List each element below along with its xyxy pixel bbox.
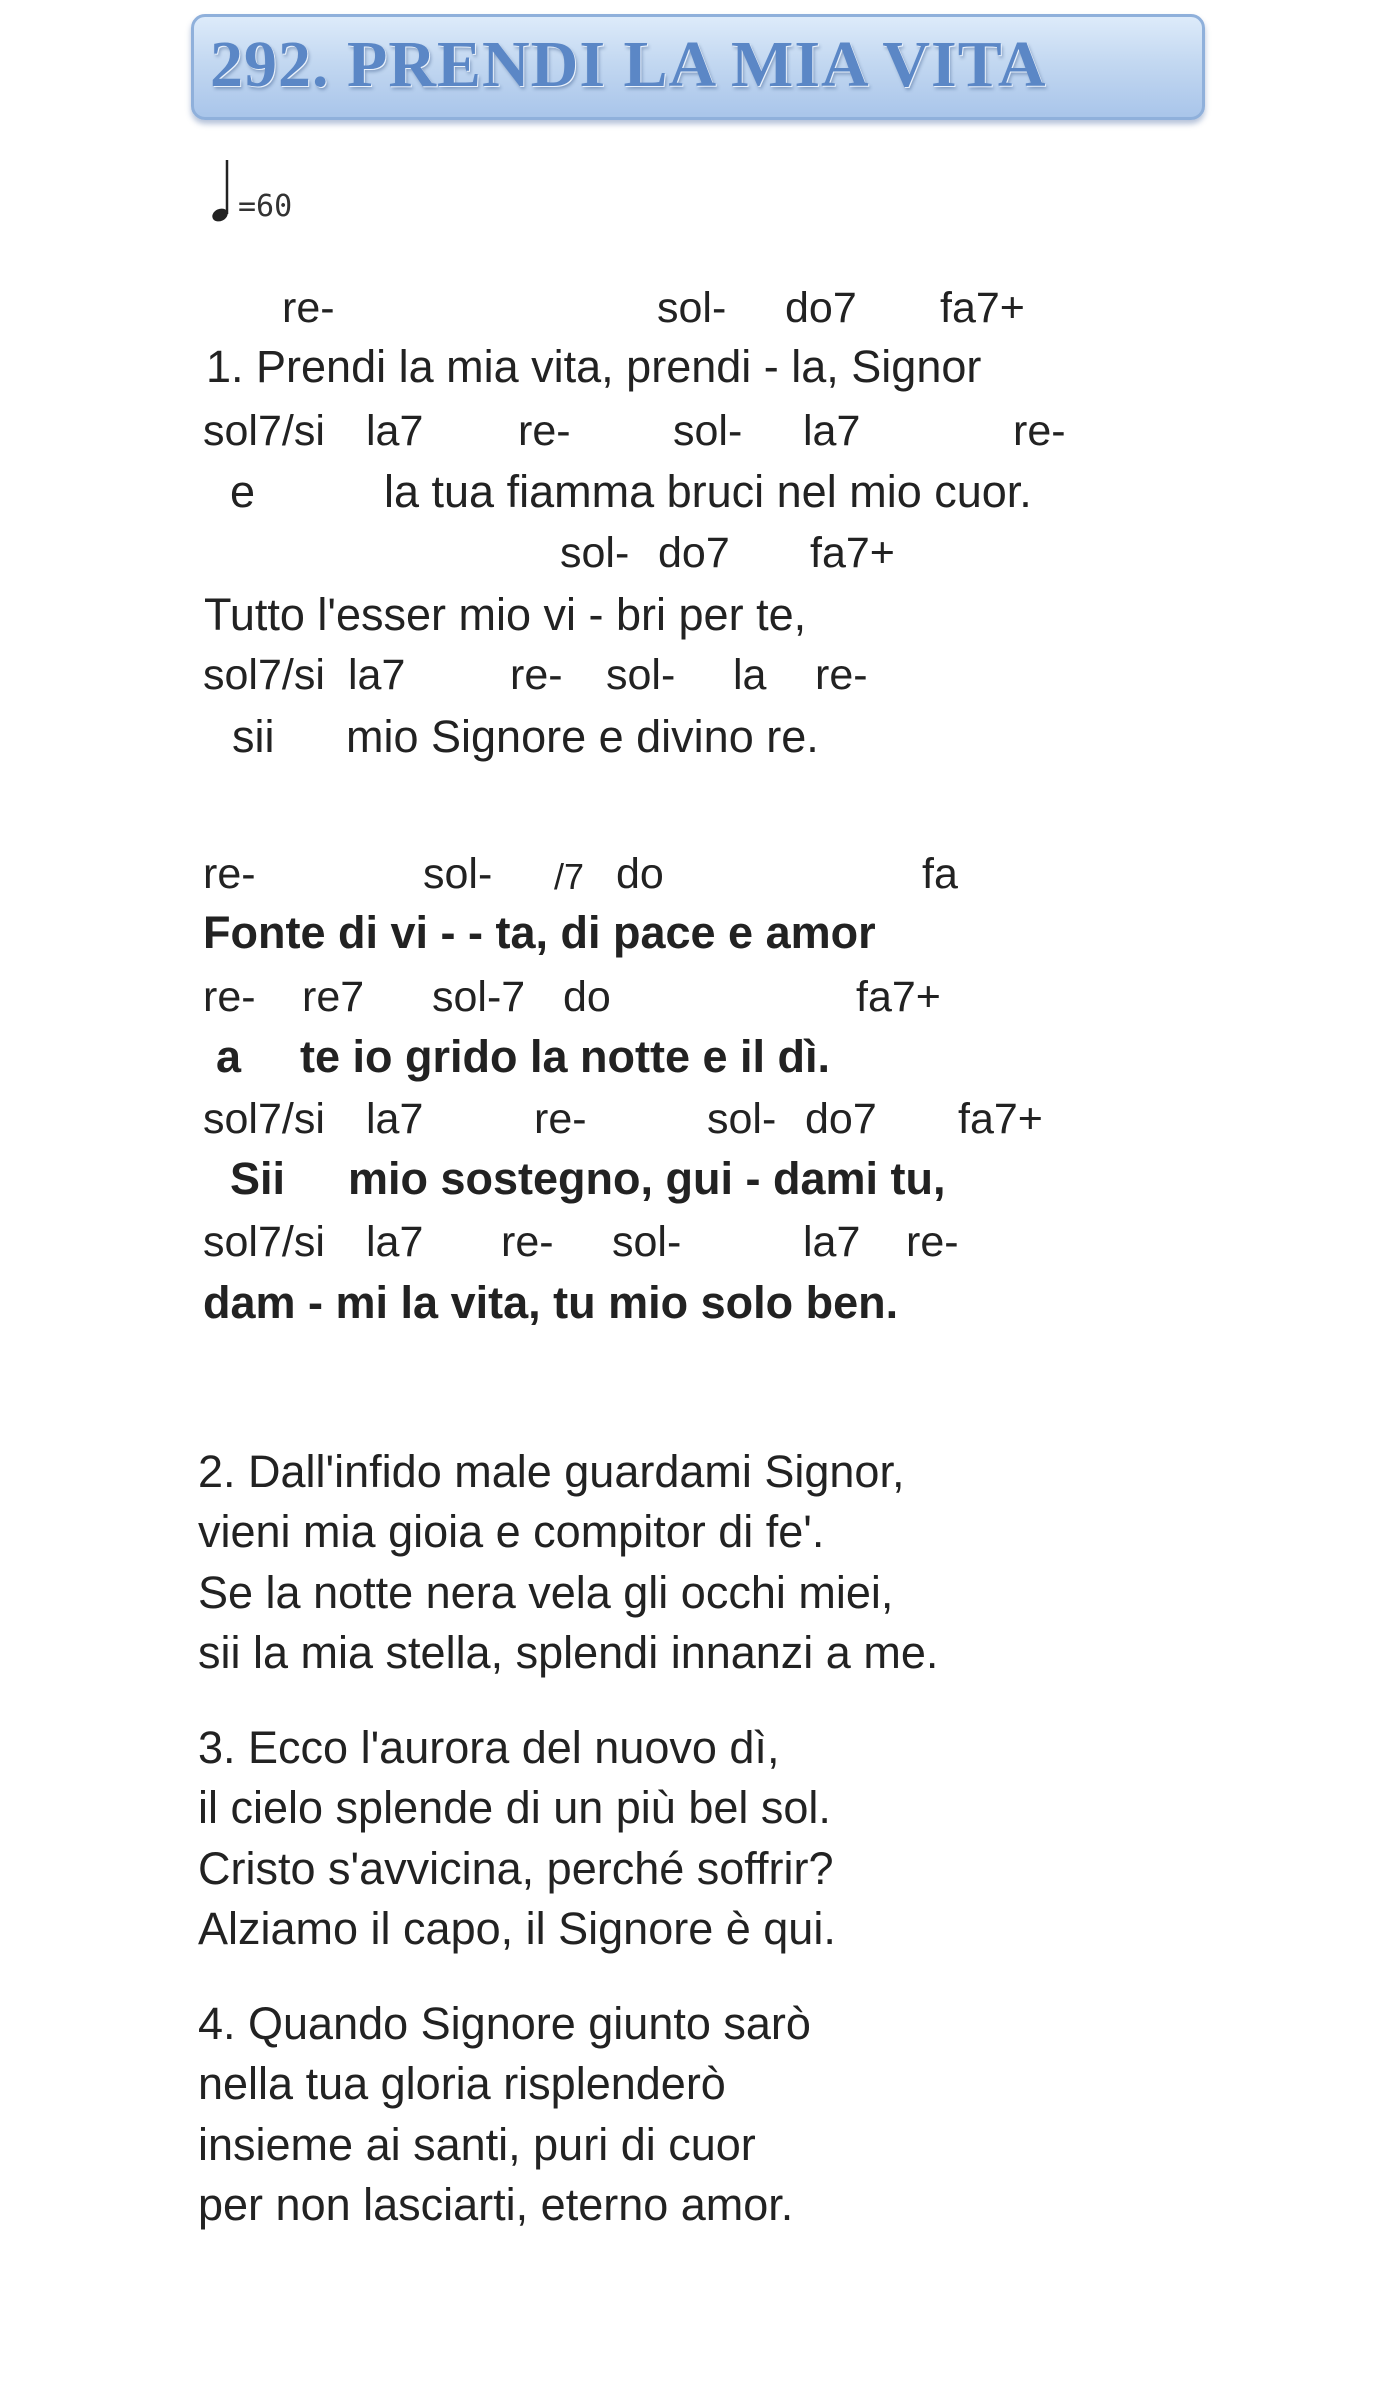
chord: la7 [348,651,406,699]
quarter-note-icon [208,158,232,224]
chord: re- [534,1095,587,1143]
chord: re- [203,850,256,898]
chord: fa7+ [810,529,895,577]
lyric-line: sii [232,711,275,762]
chord: la7 [366,1095,424,1143]
chord: do [616,850,664,898]
verse-line: nella tua gloria risplenderò [198,2058,726,2109]
chord: la7 [366,1218,424,1266]
verse-line: vieni mia gioia e compitor di fe'. [198,1506,825,1557]
chord: do7 [805,1095,877,1143]
lyric-line: dam - mi la vita, tu mio solo ben. [203,1277,899,1328]
verse-line: Cristo s'avvicina, perché soffrir? [198,1843,834,1894]
chord: sol- [423,850,493,898]
chord: re- [1013,407,1066,455]
chord: fa7+ [856,973,941,1021]
chord: sol- [673,407,743,455]
chord: re- [510,651,563,699]
chord: fa7+ [940,284,1025,332]
lyric-line: Fonte di vi - - ta, di pace e amor [203,907,876,958]
chord: re- [518,407,571,455]
chord: sol- [560,529,630,577]
chord: re- [906,1218,959,1266]
chord: sol7/si [203,1095,325,1143]
chord: re7 [302,973,365,1021]
title-banner [191,14,1205,120]
lyric-line: 1. Prendi la mia vita, prendi - la, Signor [206,341,982,392]
chord: sol-7 [432,973,526,1021]
verse-line: 3. Ecco l'aurora del nuovo dì, [198,1722,780,1773]
lyric-line: a [216,1031,242,1082]
chord: re- [815,651,868,699]
chord: sol7/si [203,407,325,455]
chord: la7 [803,1218,861,1266]
lyric-line: e [230,466,256,517]
lyric-line: te io grido la notte e il dì. [300,1031,831,1082]
verse-line: il cielo splende di un più bel sol. [198,1782,831,1833]
verse-line: insieme ai santi, puri di cuor [198,2119,756,2170]
verse-line: 2. Dall'infido male guardami Signor, [198,1446,905,1497]
chord: /7 [554,856,585,897]
verse-line: per non lasciarti, eterno amor. [198,2179,794,2230]
chord: fa7+ [958,1095,1043,1143]
chord: sol- [606,651,676,699]
verse-line: sii la mia stella, splendi innanzi a me. [198,1627,939,1678]
chord: do7 [658,529,730,577]
tempo-marking [208,158,292,224]
chord: sol7/si [203,1218,325,1266]
lyric-line: la tua fiamma bruci nel mio cuor. [384,466,1032,517]
chord: do [563,973,611,1021]
lyric-line: Tutto l'esser mio vi - bri per te, [204,589,807,640]
lyric-line: mio sostegno, gui - dami tu, [348,1153,946,1204]
verse-line: 4. Quando Signore giunto sarò [198,1998,811,2049]
verse-line: Alziamo il capo, il Signore è qui. [198,1903,836,1954]
chord: fa [922,850,958,898]
chord: do7 [785,284,857,332]
song-title: 292. PRENDI LA MIA VITA [210,28,1047,101]
chord: la [733,651,767,699]
lyric-line: mio Signore e divino re. [346,711,819,762]
chord: sol- [707,1095,777,1143]
chord: re- [501,1218,554,1266]
tempo-value: =60 [238,189,293,224]
chord: re- [282,284,335,332]
chord: sol7/si [203,651,325,699]
chord: re- [203,973,256,1021]
chord: la7 [366,407,424,455]
chord: sol- [657,284,727,332]
verse-line: Se la notte nera vela gli occhi miei, [198,1567,894,1618]
lyric-line: Sii [230,1153,286,1204]
chord: la7 [803,407,861,455]
chord: sol- [612,1218,682,1266]
